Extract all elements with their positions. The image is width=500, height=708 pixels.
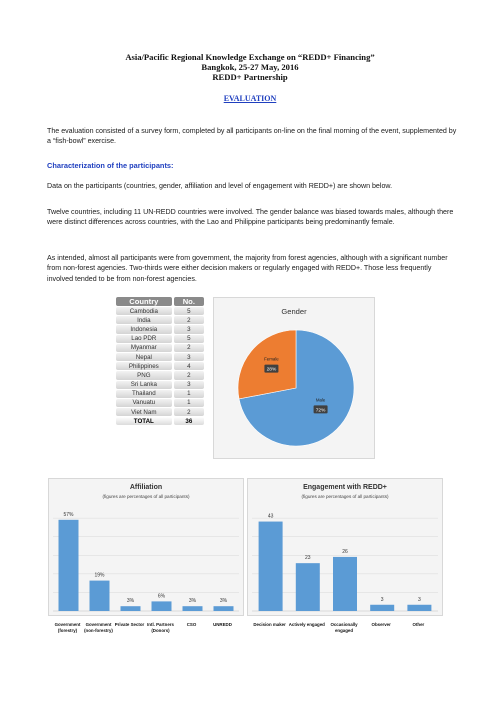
country-cell: Cambodia (116, 307, 172, 315)
total-value: 36 (174, 417, 204, 425)
pie-label-male: Male (315, 397, 326, 403)
bar-value-label: 3 (418, 596, 421, 603)
section-title: EVALUATION (223, 94, 277, 103)
table-row (116, 307, 204, 315)
table-row (116, 371, 204, 379)
pie-label-female: Female (264, 356, 279, 362)
bar (407, 605, 431, 611)
table-row (116, 399, 204, 407)
category-label: Decision maker (253, 622, 286, 627)
country-cell: Nepal (116, 353, 172, 361)
category-label: Government (forestry) (54, 622, 81, 633)
number-cell: 3 (174, 381, 204, 389)
category-label: UNREDD (213, 622, 232, 627)
bar-value-label: 3% (126, 598, 135, 605)
pie-value-female: 28% (266, 367, 277, 373)
country-cell: Philippines (116, 362, 172, 370)
bar-value-label: 3% (188, 598, 197, 605)
table-row (116, 362, 204, 370)
total-row (116, 417, 204, 425)
bar-value-label: 3 (380, 596, 384, 603)
participants-heading: Characterization of the participants: (47, 161, 174, 170)
bar-value-label: 3% (219, 598, 228, 605)
bar (90, 581, 110, 611)
country-cell: Sri Lanka (116, 381, 172, 389)
category-label: Actively engaged (288, 622, 325, 627)
table-row (116, 316, 204, 324)
pie-value-male: 72% (315, 408, 326, 414)
number-cell: 3 (174, 353, 204, 361)
number-cell: 5 (174, 307, 204, 315)
country-cell: Lao PDR (116, 335, 172, 343)
category-label: CSO (186, 622, 197, 627)
country-cell: India (116, 316, 172, 324)
bar (152, 601, 172, 611)
country-cell: Viet Nam (116, 408, 172, 416)
event-date: Bangkok, 25-27 May, 2016 (201, 62, 299, 72)
country-cell: Indonesia (116, 325, 172, 333)
pie-slice-female (238, 330, 296, 399)
category-label: Government (non-forestry) (84, 622, 113, 633)
engagement-plot (248, 479, 442, 615)
number-cell: 3 (174, 325, 204, 333)
bar (214, 606, 234, 611)
data-paragraph: Data on the participants (countries, gender, affiliation and level of engagement with REDD+) are shown below. (47, 182, 393, 190)
table-row (116, 344, 204, 352)
intro-paragraph: The evaluation consisted of a survey form, completed by all participants on-line on the final morning of the event, supplemented by a “fish-bowl” exercise. (47, 127, 457, 146)
country-table (114, 296, 206, 426)
table-row (116, 408, 204, 416)
affiliation-chart-subtitle: (figures are percentages of all participants) (102, 494, 190, 499)
number-cell: 2 (174, 344, 204, 352)
category-label: Observer (371, 622, 391, 627)
affiliation-category-labels (48, 622, 242, 642)
affiliation-chart (48, 478, 244, 616)
bar-value-label: 6% (157, 593, 166, 600)
bar-value-label: 57% (63, 511, 74, 518)
number-header: No. (174, 297, 204, 306)
engagement-category-labels (247, 622, 441, 642)
engagement-chart-subtitle: (figures are percentages of all participants) (301, 494, 389, 499)
bar (296, 563, 320, 611)
affiliation-plot (49, 479, 243, 615)
table-row (116, 390, 204, 398)
number-cell: 2 (174, 316, 204, 324)
affiliation-chart-title: Affiliation (129, 484, 163, 491)
country-cell: Myanmar (116, 344, 172, 352)
countries-paragraph: Twelve countries, including 11 UN-REDD countries were involved. The gender balance was biased towards males, although there were distinct differences across countries, with the Lao and Philippine participants being predominantly female. (47, 208, 454, 227)
country-cell: Thailand (116, 390, 172, 398)
number-cell: 1 (174, 399, 204, 407)
table-row (116, 381, 204, 389)
number-cell: 2 (174, 371, 204, 379)
engagement-chart-title: Engagement with REDD+ (303, 484, 387, 491)
bar (370, 605, 394, 611)
bar (59, 520, 79, 611)
number-cell: 4 (174, 362, 204, 370)
bar-value-label: 23 (305, 555, 311, 562)
number-cell: 2 (174, 408, 204, 416)
bar (121, 606, 141, 611)
country-cell: PNG (116, 371, 172, 379)
affiliation-paragraph: As intended, almost all participants were from government, the majority from forest agencies, although with a significant number from non-forest agencies. Two-thirds were either decision makers or regularly engaged with REDD+. Those less frequently involved tended to be from non-forest agencies. (47, 254, 448, 283)
bar (259, 522, 283, 611)
country-cell: Vanuatu (116, 399, 172, 407)
bar-value-label: 43 (267, 513, 274, 520)
category-label: Other (412, 622, 425, 627)
bar-value-label: 19% (94, 572, 105, 579)
gender-pie (214, 298, 374, 458)
category-label: Intl. Partners (Donors) (147, 622, 174, 633)
gender-chart (213, 297, 375, 459)
table-row (116, 325, 204, 333)
total-label: TOTAL (116, 417, 172, 425)
bar (333, 557, 357, 611)
category-label: Occasionally engaged (330, 622, 358, 633)
bar (183, 606, 203, 611)
number-cell: 1 (174, 390, 204, 398)
table-row (116, 335, 204, 343)
number-cell: 5 (174, 335, 204, 343)
table-row (116, 353, 204, 361)
event-title: Asia/Pacific Regional Knowledge Exchange on “REDD+ Financing” (125, 52, 375, 62)
bar-value-label: 26 (342, 548, 348, 555)
event-org: REDD+ Partnership (212, 72, 288, 82)
category-label: Private Sector (114, 622, 145, 627)
gender-chart-title: Gender (281, 307, 307, 316)
country-header: Country (116, 297, 172, 306)
engagement-chart (247, 478, 443, 616)
